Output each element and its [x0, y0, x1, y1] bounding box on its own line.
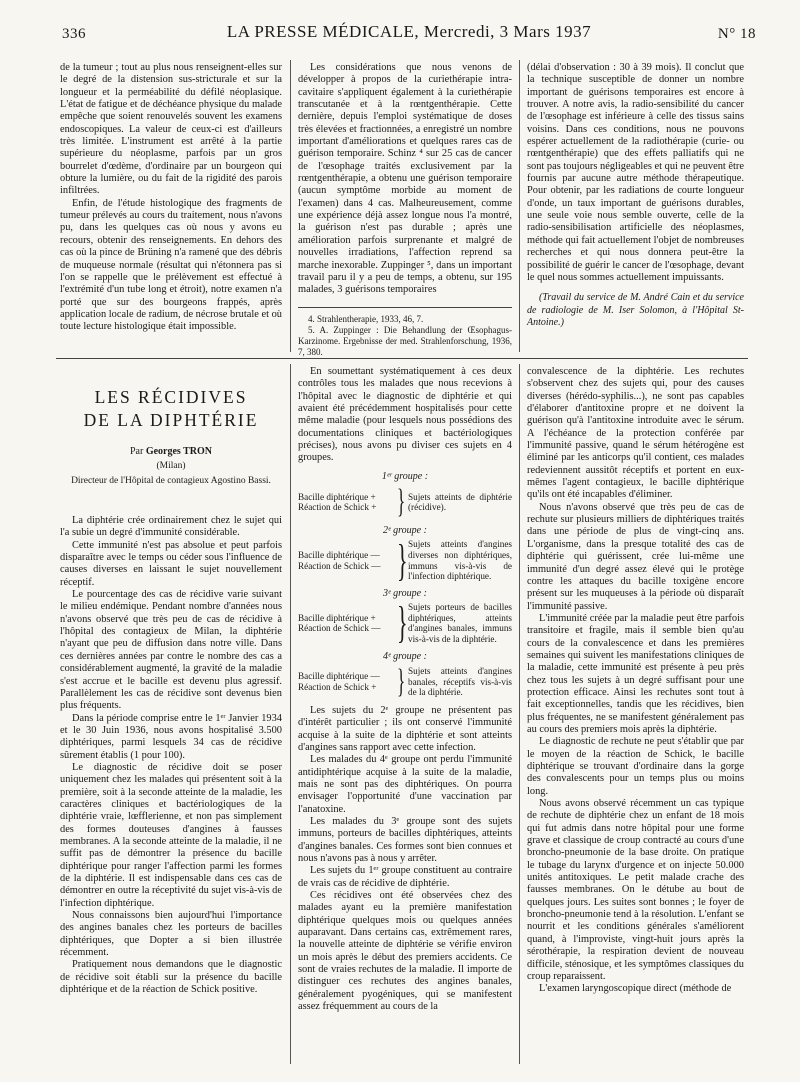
author-name: Georges TRON: [145, 446, 213, 457]
groups-table: [298, 471, 512, 699]
group-row: [298, 535, 512, 585]
page-header: [62, 22, 756, 44]
paragraph: Nous avons observé récemment un cas typique de rechute de diphtérie chez un enfant de 18 mois qui fut admis dans notre hôpital pour une forme grave et classique de croup contracté au cours d'une broncho-pneumonie de la base droite. On pratique le tubage du larynx d'urgence et on injecte 50.000 unités antitoxiques. Le petit malade crache des fausses membranes. On le détube au bout de quelques jours. Les suites sont bonnes ; le foyer de broncho-pneumonie tend à la résolution. L'enfant se nourrit et les conditions générales s'améliorent quand, à l'improviste, vingt-huit jours après la sérothérapie, la respiration devient de nouveau difficile, sténosique, et les symptômes classiques du croup reparaissent.: [527, 798, 744, 982]
top-column-3: [527, 62, 744, 330]
group-row: [298, 662, 512, 700]
brace-icon: }: [397, 535, 408, 585]
group-row: [298, 485, 512, 519]
column-divider: [519, 60, 520, 352]
paragraph: L'immunité créée par la maladie peut être parfois transitoire et fragile, mais il semble bien qu'au cours de la convalescence et dans les premières semaines qui suivent les manifestations cliniques de la maladie, cette immunité est présente à peu près chez tous les sujets à un degré suffisant pour une protection efficace. Ainsi les rechutes sont tout à fait exceptionnelles, tandis que les récidives, bien plus fréquentes, ne se manifestent généralement pas au cours des premiers mois après la diphtérie.: [527, 612, 744, 735]
footnotes: [298, 314, 512, 358]
article-column-2: [298, 366, 512, 1013]
paragraph: Le diagnostic de rechute ne peut s'établir que par le moyen de la réaction de Schick, le bacille diphtérique se trouvant d'ordinaire dans la gorge des convalescents pour un temps plus ou moins long.: [527, 736, 744, 797]
group-criterion: Bacille diphtérique —: [298, 550, 380, 561]
brace-icon: }: [397, 598, 408, 648]
group-row: [298, 598, 512, 648]
column-divider: [290, 364, 291, 1064]
issue-number: N° 18: [717, 26, 756, 42]
group-title: 4ᵉ groupe :: [383, 650, 427, 662]
article-column-1: [60, 362, 282, 996]
journal-title: LA PRESSE MÉDICALE, Mercredi, 3 Mars 1937: [226, 22, 592, 41]
group-criterion: Réaction de Schick —: [298, 623, 381, 634]
footnote-rule: [298, 307, 512, 308]
paragraph: Nous connaissons bien aujourd'hui l'importance des angines banales chez les porteurs de bacilles diphtériques, que Dopter a si bien illustrée récemment.: [60, 910, 282, 959]
paragraph: Le diagnostic de récidive doit se poser uniquement chez les malades qui présentent soit à la première, soit à la seconde atteinte de la maladie, les caractères cliniques et bactériologiques de la diphtérie vraie, lœfflerienne, et non pas simplement des formes douteuses d'angines à fausses membranes. A la seconde atteinte de la maladie, il ne suffit pas de démontrer la présence du bacille diphtérique pour ranger l'affection parmi les formes de la diphtérie. Il est indispensable dans ces cas de démontrer en outre la réceptivité du sujet vis-à-vis de l'infection diphtérique.: [60, 761, 282, 909]
paragraph: Les sujets du 2ᵉ groupe ne présentent pas d'intérêt particulier ; ils ont conservé l'immunité acquise à la suite de la diphtérie et sont atteints d'angines sans rapport avec cette infection.: [298, 704, 512, 753]
group-title: 3ᵉ groupe :: [383, 587, 427, 599]
paragraph: La diphtérie crée ordinairement chez le sujet qui l'a subie un degré d'immunité considérable.: [60, 515, 282, 539]
paragraph: Ces récidives ont été observées chez des malades ayant eu la première manifestation diphtérique quelques mois ou quelques années auparavant. Dans certains cas, extrêmement rares, la nouvelle atteinte de diphtérie se vérifie environ un mois après le début des premiers accidents. Ce sont de vraies rechutes de la maladie. Il importe de distinguer ces rechutes des angines banales, généralement pyogéniques, qui se manifestent assez fréquemment au cours de la: [298, 890, 512, 1013]
footnote: 4. Strahlentherapie, 1933, 46, 7.: [308, 313, 424, 324]
group-title: 1ᵉʳ groupe :: [381, 470, 429, 482]
article-title-line: DE LA DIPHTÉRIE: [83, 410, 259, 430]
group-title: 2ᵉ groupe :: [383, 525, 427, 537]
group-criterion: Bacille diphtérique +: [298, 612, 376, 623]
article-title-line: LES RÉCIDIVES: [94, 387, 248, 407]
paragraph: Le pourcentage des cas de récidive varie suivant le milieu endémique. Pendant nombre d'années nous n'avons observé que très peu de cas de récidive à l'hôpital des contagieux de Milan, la diphtérie n'ayant que peu de diffusion dans notre ville. Dans ces dernières années par contre le nombre des cas a considérablement augmenté, la gravité de la maladie s'est accrue et le bacille est devenu plus agressif. Parallèlement les cas de récidive sont devenus bien plus fréquents.: [60, 589, 282, 712]
paragraph: Enfin, de l'étude histologique des fragments de tumeur prélevés au cours du traitement, nous n'avons pu, dans les quelques cas où nous y avons eu recours, obtenir des renseignements. En dehors des cas où la pince de Brüning n'a ramené que des débris de muqueuse normale (résultat qui n'étonnera pas si l'on se rappelle que le prélèvement est effectué à l'extrémité d'un tube long et étroit), notre examen n'a porté que sur des bourgeons frappés, après application locale de radium, de nécrose brutale et où toute lecture histologique était impossible.: [60, 197, 282, 333]
article-title: [60, 386, 282, 432]
paragraph: Nous n'avons observé que très peu de cas de rechute sur plusieurs milliers de diphtériques traités dans une période de plus de vingt-cinq ans. L'organisme, dans la presque totalité des cas de diphtérie qui guérissent, crée lui-même une immunité d'un degré assez élevé qui le protège contre les attaques du bacille toxigène encore présent sur les muqueuses à la période où disparaît l'immunité passive.: [527, 501, 744, 612]
paragraph: L'examen laryngoscopique direct (méthode de: [539, 983, 732, 995]
byline-prefix: Par: [129, 446, 144, 457]
byline: [60, 446, 282, 458]
section-rule: [56, 358, 748, 359]
credit-note: (Travail du service de M. André Cain et du service de radiologie de M. Iser Solomon, à l'Hôpital St-Antoine.): [527, 292, 744, 329]
group-description: Sujets atteints de diphtérie (récidive).: [408, 491, 512, 513]
footnote: 5. A. Zuppinger : Die Behandlung der Œsophagus-Karzinome. Ergebnisse der med. Strahlenforschung, 1936, 7, 380.: [298, 324, 512, 357]
author-affiliation: Directeur de l'Hôpital de contagieux Agostino Bassi.: [71, 475, 271, 486]
paragraph: Les sujets du 1ᵉʳ groupe constituent au contraire de vrais cas de récidive de diphtérie.: [298, 865, 512, 889]
group-description: Sujets atteints d'angines diverses non diphtériques, immuns vis-à-vis de l'infection diphtérique.: [408, 539, 512, 582]
top-column-1: [60, 62, 282, 334]
paragraph: (délai d'observation : 30 à 39 mois). Il conclut que la technique susceptible de donner un nombre important de guérisons temporaires est encore à trouver. A notre avis, la radio-sensibilité du cancer de l'œsophage est inférieure à celle des tissus sains voisins. Dans ces conditions, nous ne pouvons espérer actuellement de la radiothérapie (curie- ou rœntgenthérapie) que des effets palliatifs qui ne sont pas toujours négligeables et qui ne peuvent être fournis par aucune autre méthode thérapeutique. Pour obtenir, par les radiations de courte longueur d'onde, un taux important de guérisons durables, une seule voie nous semble ouverte, celle de la radio-sensibilisation artificielle des néoplasmes, méthode qui fait actuellement l'objet de nombreuses recherches et qui nous donnera peut-être la possibilité de guérir le cancer de l'œsophage, devant le quel nous sommes actuellement impuissants.: [527, 62, 744, 283]
paragraph: convalescence de la diphtérie. Les rechutes s'observent chez des sujets qui, pour des causes diverses (hérédo-syphilis...), ne sont pas capables d'élaborer d'antitoxine propre et ne doivent la guérison qu'à l'antitoxine introduite avec le sérum. A l'échéance de la protection conférée par l'immunité passive, quand le sérum hétérogène est éliminé par les anticorps qu'il contient, ces malades redeviennent aussitôt réceptifs et portent en eux-mêmes l'agent contagieux, le bacille diphtérique qu'ils ont été incapables d'éliminer.: [527, 366, 744, 501]
group-criterion: Bacille diphtérique +: [298, 491, 376, 502]
article-column-3: [527, 366, 744, 996]
group-criterion: Bacille diphtérique —: [298, 671, 380, 682]
paragraph: de la tumeur ; tout au plus nous renseignent-elles sur le degré de la distension sus-stricturale et sur la longueur et la perméabilité du défilé néoplasique. L'état de fatigue et de déchéance physique du malade empêche que soient renouvelés souvent les examens endoscopiques. La valeur de ceux-ci est d'ailleurs très limitée. L'instrument est arrêté à la partie supérieure du néoplasme, parfois par un gros bourrelet d'œdème, d'ordinaire par un bourgeon qui obture la lumière, ou du fait de la rigidité des parois infiltrées.: [60, 62, 282, 197]
brace-icon: }: [397, 483, 406, 521]
group-criterion: Réaction de Schick +: [298, 681, 377, 692]
paragraph: Cette immunité n'est pas absolue et peut parfois disparaître avec le temps ou céder sous l'influence de causes diverses en laissant le sujet nouvellement réceptif.: [60, 539, 282, 588]
paragraph: Pratiquement nous demandons que le diagnostic de récidive soit établi sur la présence du bacille diphtérique et de la réaction de Schick positive.: [60, 959, 282, 996]
group-criterion: Réaction de Schick —: [298, 560, 381, 571]
paragraph: En soumettant systématiquement à ces deux contrôles tous les malades que nous recevions à l'hôpital avec le diagnostic de diphtérie et qui avaient été précédemment hospitalisés pour cette même maladie (pour lesquels nous possédions des documentations cliniques et bactériologiques précises), nous avons pu diviser ces sujets en 4 groupes.: [298, 366, 512, 464]
brace-icon: }: [397, 662, 406, 700]
group-description: Sujets atteints d'angines banales, réceptifs vis-à-vis de la diphtérie.: [408, 665, 512, 698]
paragraph: Dans la période comprise entre le 1ᵉʳ Janvier 1934 et le 30 Juin 1936, nous avons hospitalisé 3.500 diphtériques, parmi lesquels 34 cas de récidive sûrement établis (1 pour 100).: [60, 712, 282, 761]
column-divider: [519, 364, 520, 1064]
author-city: (Milan): [156, 461, 186, 472]
group-criterion: Réaction de Schick +: [298, 502, 377, 513]
column-divider: [290, 60, 291, 352]
top-column-2: [298, 62, 512, 358]
paragraph: Les malades du 4ᵉ groupe ont perdu l'immunité antidiphtérique acquise à la suite de la maladie, mais ne sont pas des diphtériques. On pourra envisager l'opportunité d'une vaccination par l'anatoxine.: [298, 754, 512, 815]
page-number: 336: [62, 26, 86, 42]
group-description: Sujets porteurs de bacilles diphtériques, atteints d'angines banales, immuns vis-à-vis de la diphtérie.: [408, 602, 512, 644]
paragraph: Les considérations que nous venons de développer à propos de la curiethérapie intra-cavitaire s'appliquent également à la curiethérapie transcutanée et à la rœntgenthérapie. Cette dernière, depuis l'emploi systématique de doses très élevées et fractionnées, a enregistré un nombre important d'améliorations et quelques rares cas de guérison temporaire. Schinz ⁴ sur 25 cas de cancer de l'œsophage traités exclusivement par la rœntgenthérapie, a obtenu une guérison temporaire (aucun symptôme morbide au moment de l'examen) dans 4 cas. Malheureusement, comme une expérience déjà assez longue nous l'a montré, la guérison n'est pas durable ; après une amélioration parfois surprenante et malgré de nouvelles irradiations, l'affection reprend sa marche inexorable. Zuppinger ⁵, dans un important travail paru il y a peu de temps, a obtenu, sur 195 malades, 3 guérisons temporaires: [298, 62, 512, 296]
paragraph: Les malades du 3ᵉ groupe sont des sujets immuns, porteurs de bacilles diphtériques, atteints d'angines banales. Ces formes sont bien connues et nous n'avons pas à nous y arrêter.: [298, 815, 512, 864]
